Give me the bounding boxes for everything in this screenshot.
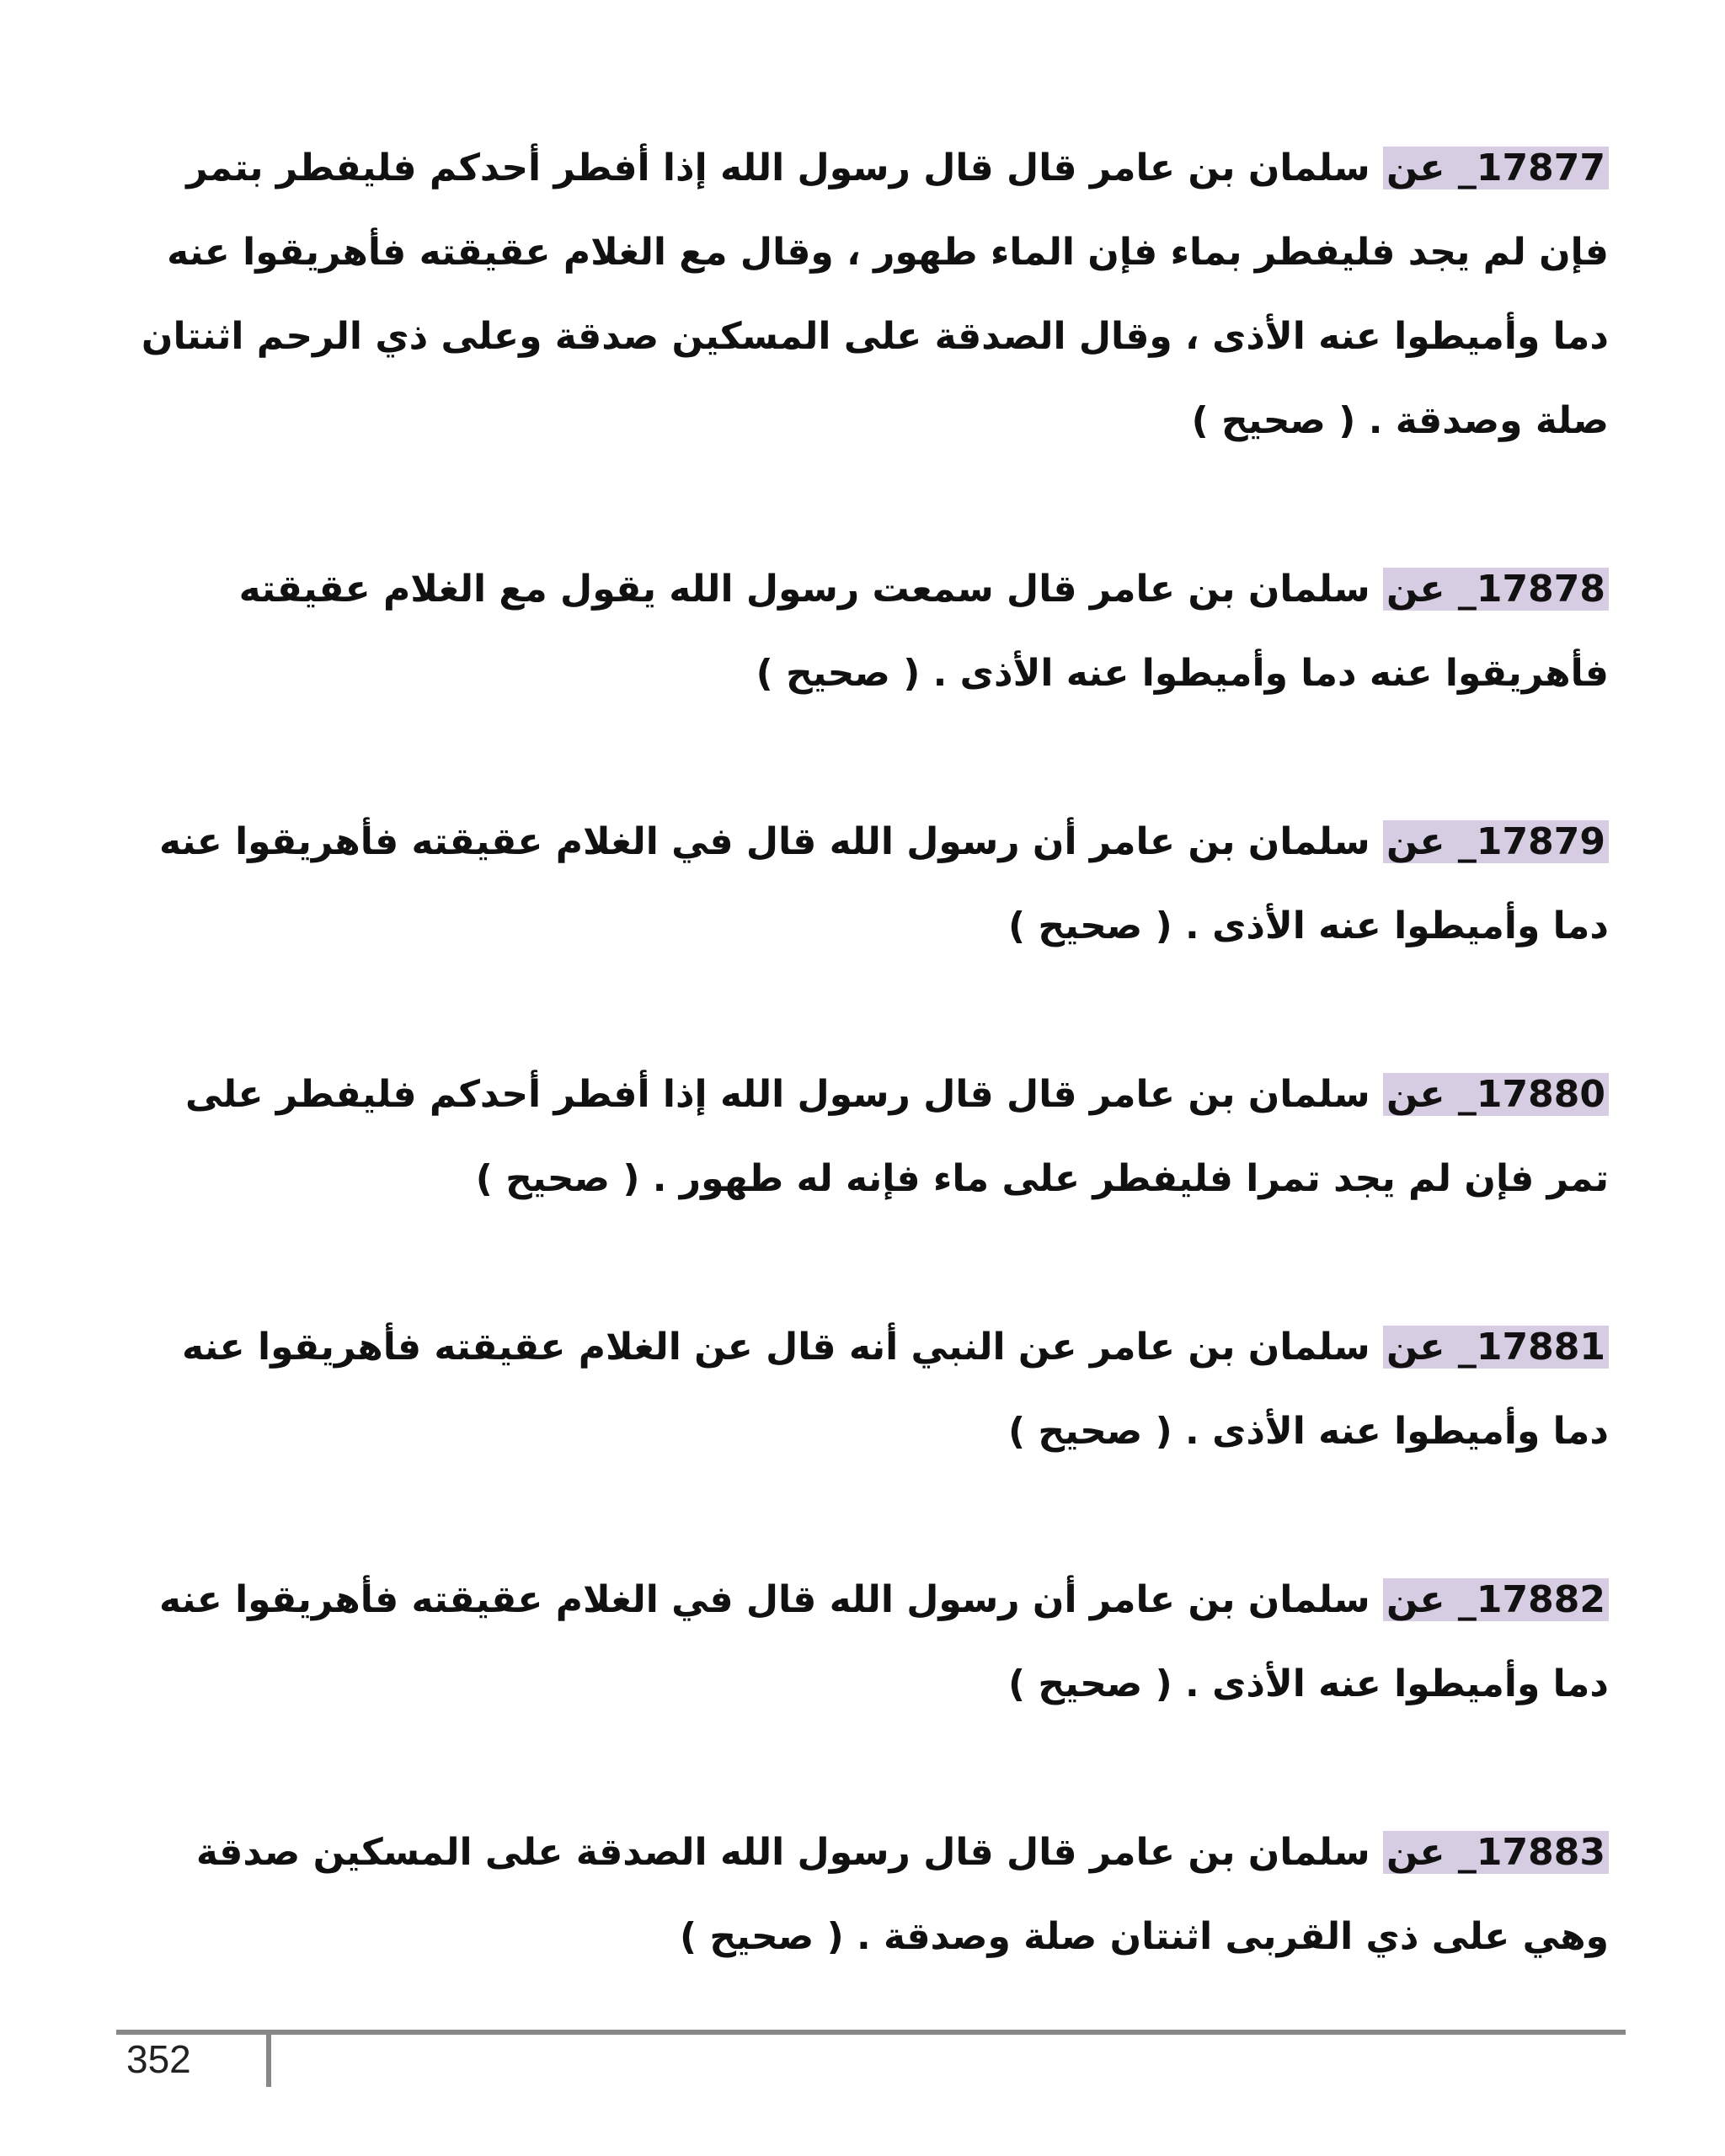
hadith-number-label: 17880_ عن	[1383, 1073, 1609, 1116]
hadith-number-label: 17883_ عن	[1383, 1831, 1609, 1874]
hadith-text: سلمان بن عامر أن رسول الله قال في الغلام عقيقته فأهريقوا عنه دما وأميطوا عنه الأذى . ( صحيح )	[159, 820, 1609, 947]
hadith-17882	[126, 1558, 1609, 1726]
hadith-17877	[126, 126, 1609, 463]
hadith-number-label: 17882_ عن	[1383, 1578, 1609, 1621]
hadith-number-label: 17878_ عن	[1383, 568, 1609, 611]
hadith-17879	[126, 800, 1609, 969]
hadith-text: سلمان بن عامر قال قال رسول الله الصدقة على المسكين صدقة وهي على ذي القربى اثنتان صلة وصدقة . ( صحيح )	[195, 1831, 1609, 1958]
hadith-number-label: 17881_ عن	[1383, 1326, 1609, 1369]
hadith-text: سلمان بن عامر قال قال رسول الله إذا أفطر أحدكم فليفطر بتمر فإن لم يجد فليفطر بماء فإن الماء طهور ، وقال مع الغلام عقيقته فأهريقوا عنه دما وأميطوا عنه الأذى ، وقال الصدقة على المسكين صدقة وعلى ذي الرحم اثنتان صلة وصدقة . ( صحيح )	[141, 147, 1609, 442]
hadith-text: سلمان بن عامر عن النبي أنه قال عن الغلام عقيقته فأهريقوا عنه دما وأميطوا عنه الأذى . ( صحيح )	[181, 1326, 1609, 1453]
hadith-17881	[126, 1305, 1609, 1474]
hadith-text: سلمان بن عامر أن رسول الله قال في الغلام عقيقته فأهريقوا عنه دما وأميطوا عنه الأذى . ( صحيح )	[159, 1578, 1609, 1705]
hadith-text: سلمان بن عامر قال سمعت رسول الله يقول مع الغلام عقيقته فأهريقوا عنه دما وأميطوا عنه الأذى . ( صحيح )	[238, 568, 1609, 695]
footer-divider	[116, 2030, 1626, 2035]
hadith-17883	[126, 1811, 1609, 1979]
page-content	[126, 126, 1609, 2063]
hadith-17880	[126, 1053, 1609, 1221]
hadith-17878	[126, 547, 1609, 716]
hadith-text: سلمان بن عامر قال قال رسول الله إذا أفطر أحدكم فليفطر على تمر فإن لم يجد تمرا فليفطر على ماء فإنه له طهور . ( صحيح )	[185, 1073, 1609, 1200]
hadith-number-label: 17879_ عن	[1383, 820, 1609, 863]
page-number: 352	[126, 2037, 191, 2081]
hadith-number-label: 17877_ عن	[1383, 147, 1609, 189]
footer-tick-divider	[266, 2030, 271, 2087]
